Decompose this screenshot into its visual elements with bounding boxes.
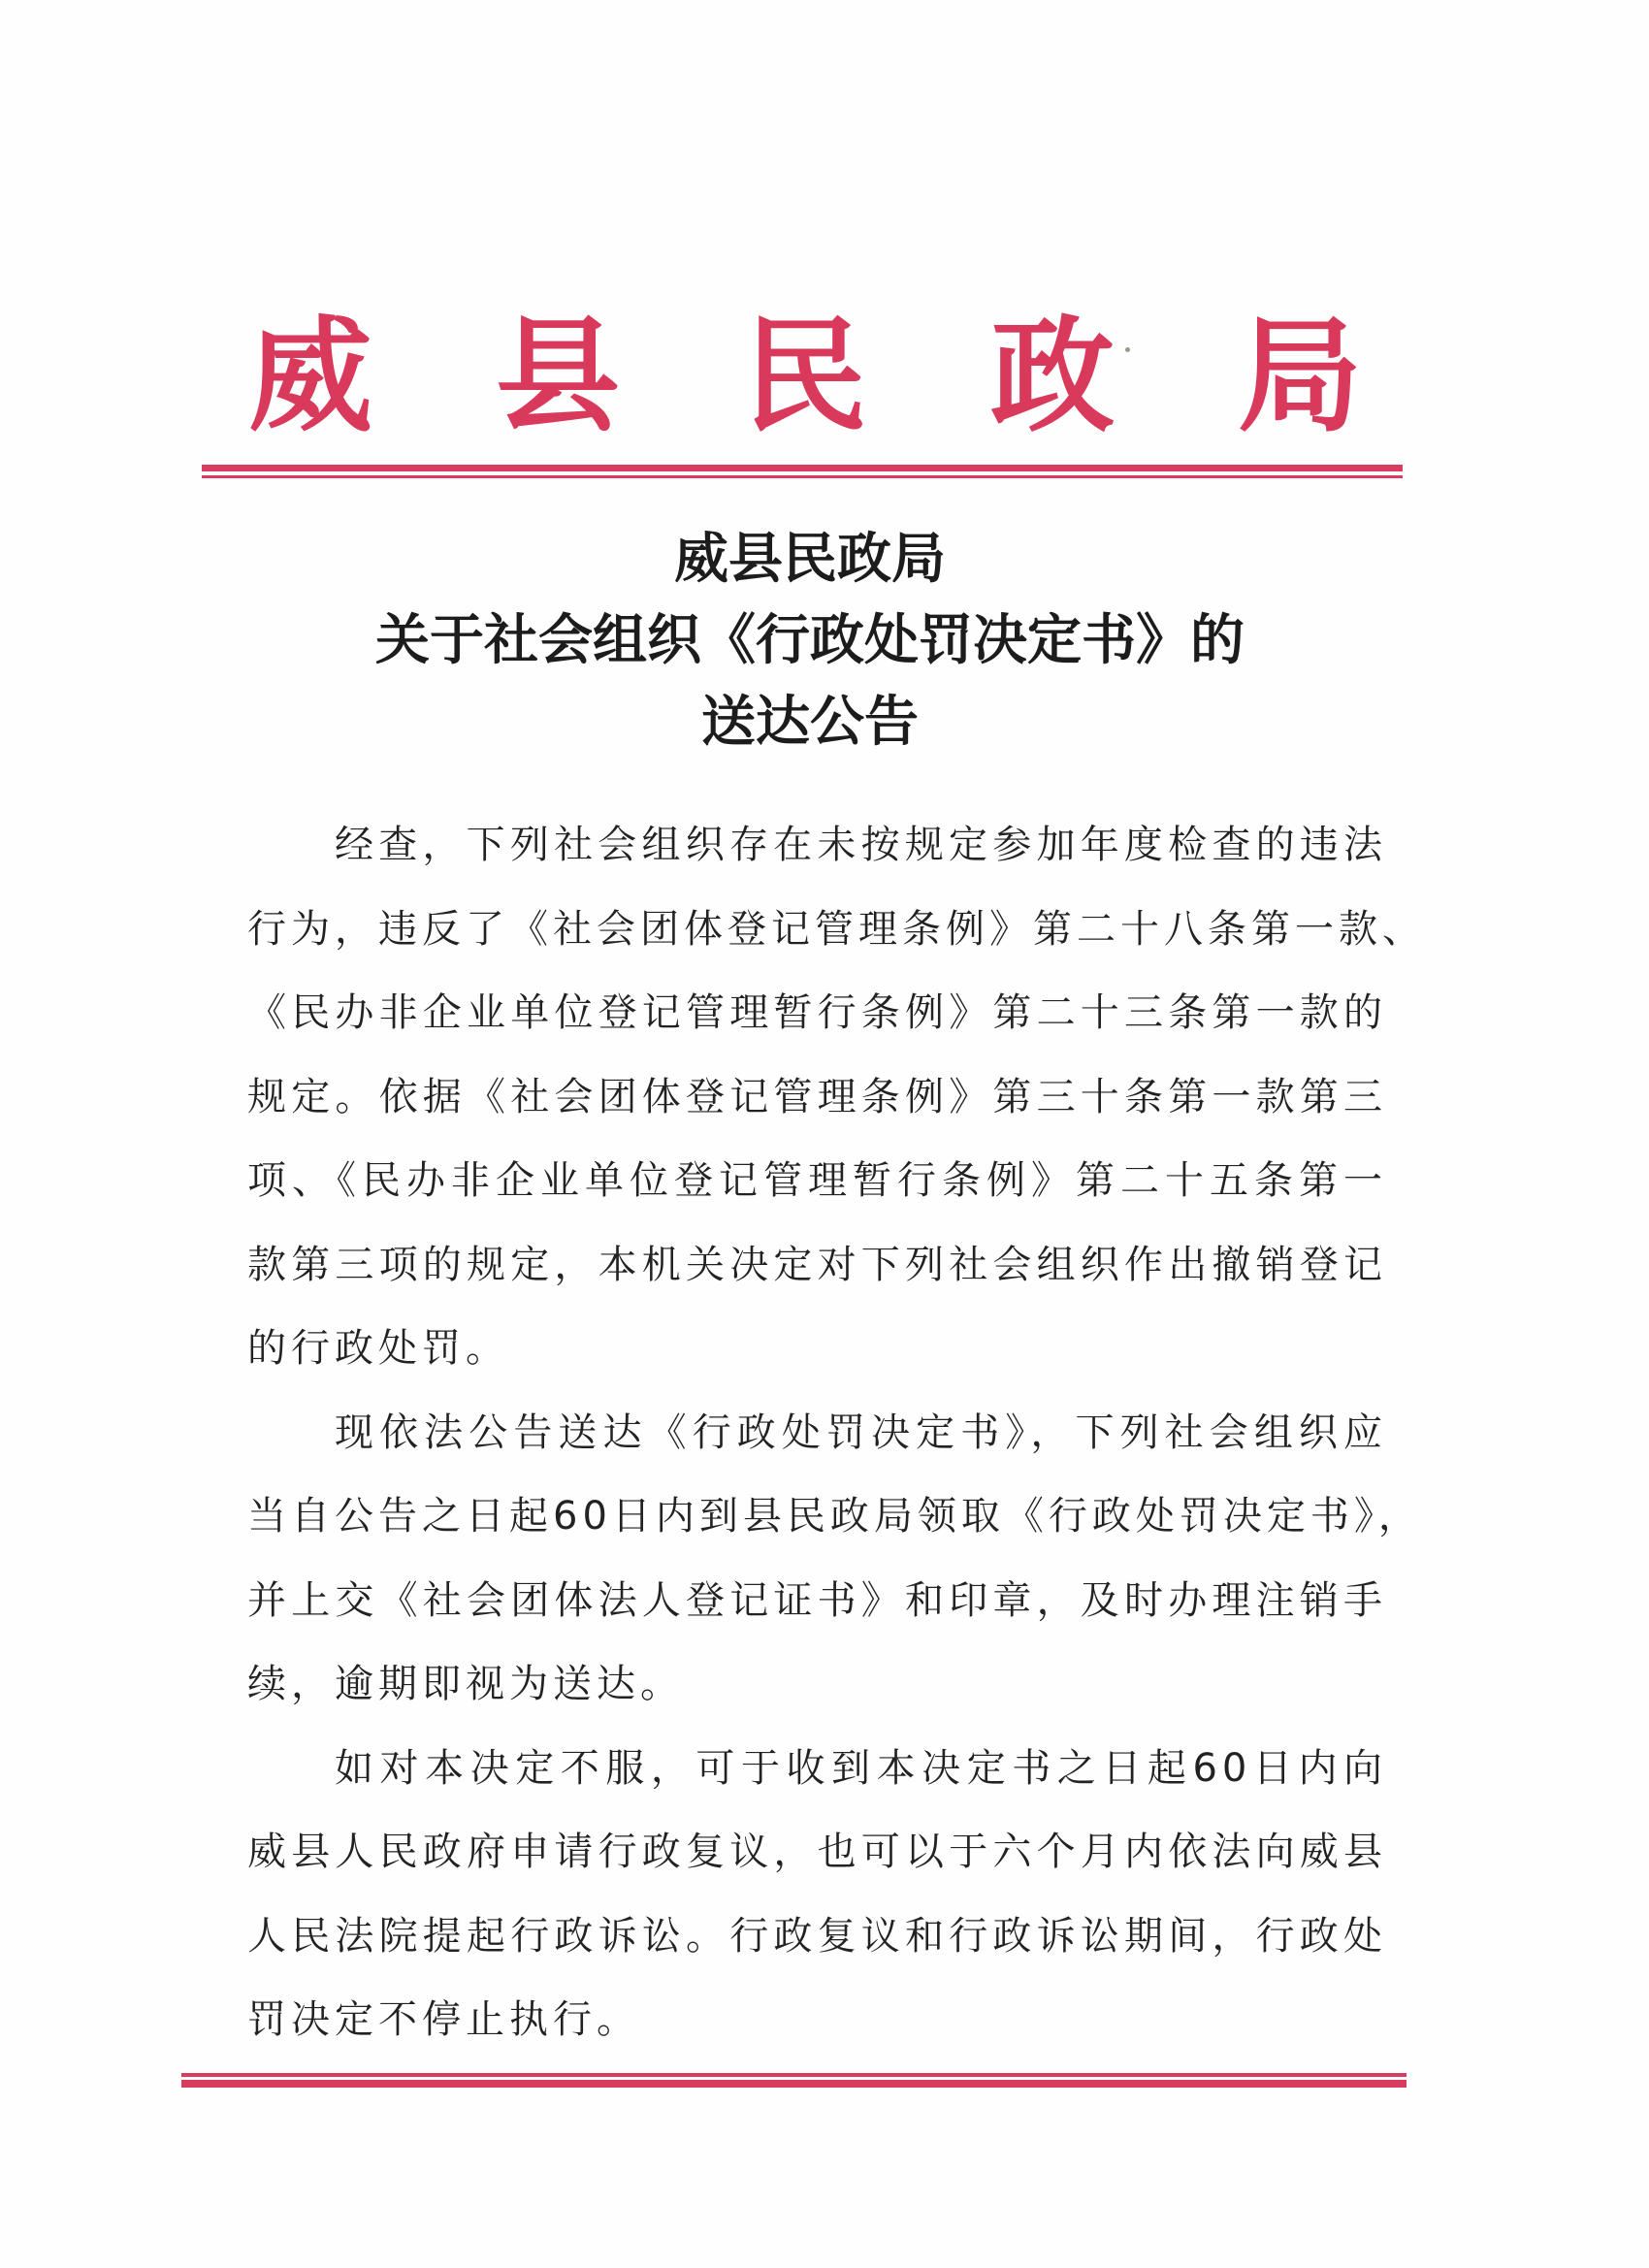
body-line: 现依法公告送达《行政处罚决定书》，下列社会组织应 xyxy=(335,1409,1387,1455)
footer-rule-thick xyxy=(181,2080,1406,2088)
body-line: 罚决定不停止执行。 xyxy=(247,1997,640,2042)
scan-speck xyxy=(1125,347,1130,352)
body-line: 当自公告之日起60日内到县民政局领取《行政处罚决定书》， xyxy=(247,1494,1422,1539)
title-line-type: 送达公告 xyxy=(701,691,919,754)
header-rule-thin xyxy=(202,475,1403,478)
body-line: 《民办非企业单位登记管理暂行条例》第二十三条第一款的 xyxy=(247,990,1387,1035)
paragraph-findings xyxy=(247,803,1426,1391)
masthead-char: 民 xyxy=(742,304,867,449)
body-line: 续，逾期即视为送达。 xyxy=(247,1662,684,1706)
header-rule-thick xyxy=(202,465,1403,471)
masthead-char: 局 xyxy=(1237,304,1362,449)
body-line: 人民法院提起行政诉讼。行政复议和行政诉讼期间，行政处 xyxy=(247,1913,1387,1959)
body-line: 如对本决定不服，可于收到本决定书之日起60日内向 xyxy=(335,1745,1387,1791)
document-body xyxy=(247,803,1426,2062)
body-line: 威县人民政府申请行政复议，也可以于六个月内依法向威县 xyxy=(247,1830,1387,1874)
document-title xyxy=(0,519,1649,763)
footer-rule-thin xyxy=(181,2073,1406,2077)
title-line-subject: 关于社会组织《行政处罚决定书》的 xyxy=(375,609,1245,672)
body-line: 款第三项的规定，本机关决定对下列社会组织作出撤销登记 xyxy=(247,1242,1387,1287)
masthead-char: 县 xyxy=(495,304,620,449)
body-line: 项、《民办非企业单位登记管理暂行条例》第二十五条第一 xyxy=(247,1158,1387,1203)
masthead xyxy=(247,304,1363,449)
body-line: 规定。依据《社会团体登记管理条例》第三十条第一款第三 xyxy=(247,1074,1387,1119)
body-line: 经查，下列社会组织存在未按规定参加年度检查的违法 xyxy=(335,823,1387,867)
body-line: 行为，违反了《社会团体登记管理条例》第二十八条第一款、 xyxy=(247,906,1426,952)
masthead-char: 威 xyxy=(247,304,372,449)
masthead-char: 政 xyxy=(989,304,1115,449)
paragraph-appeal-rights xyxy=(247,1727,1387,2062)
title-line-issuer: 威县民政局 xyxy=(674,528,946,591)
paragraph-service-notice xyxy=(247,1391,1422,1727)
body-line: 并上交《社会团体法人登记证书》和印章，及时办理注销手 xyxy=(247,1577,1387,1623)
body-line: 的行政处罚。 xyxy=(247,1326,509,1371)
